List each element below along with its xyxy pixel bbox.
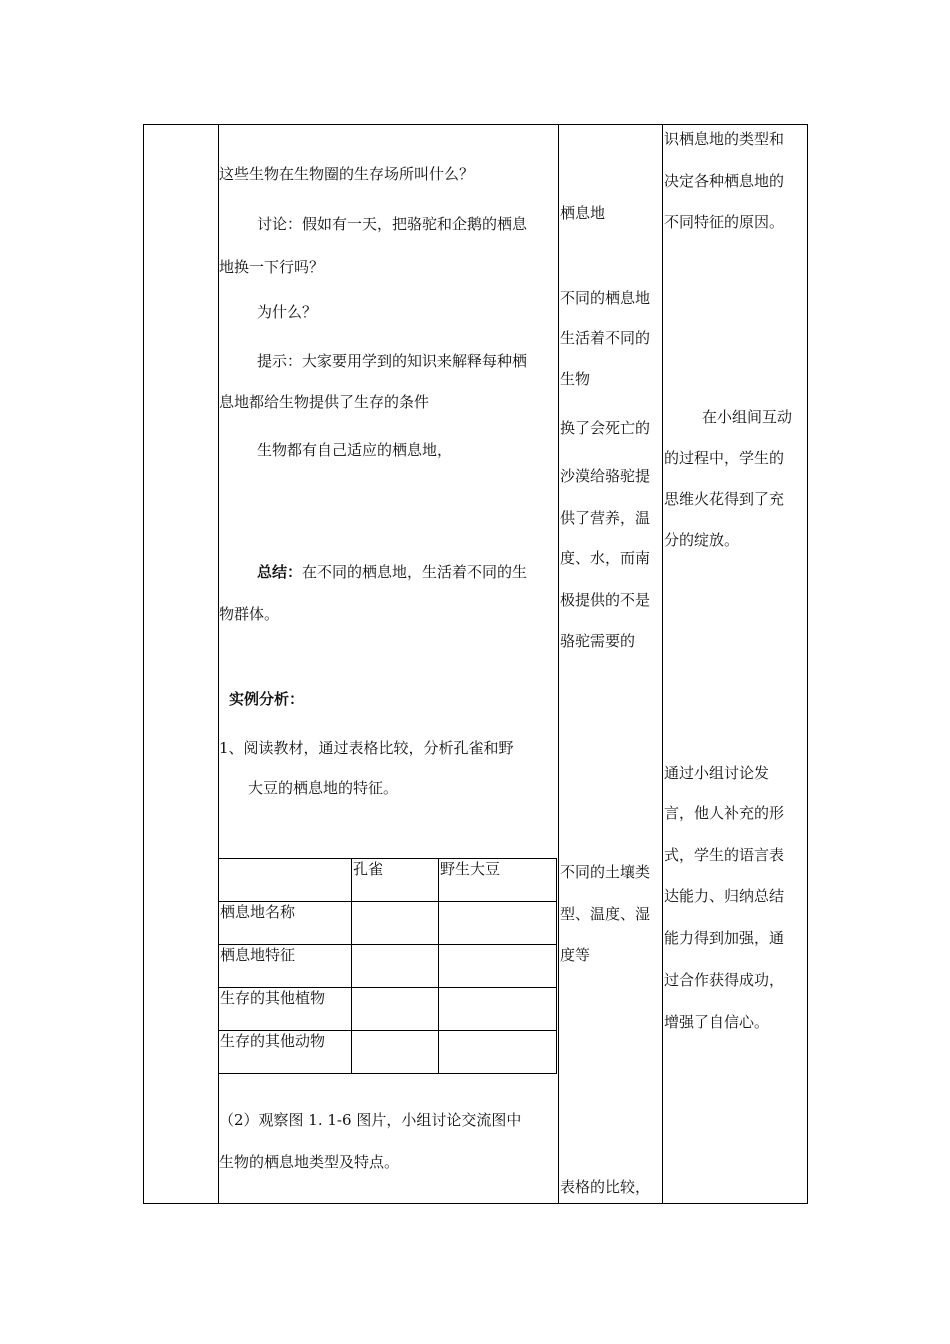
intent-text: 式，学生的语言表	[664, 846, 785, 864]
observation-task-text: 生物的栖息地类型及特点。	[219, 1153, 400, 1171]
answer-text: 换了会死亡的	[560, 419, 651, 437]
answer-text: 表格的比较，	[560, 1178, 651, 1196]
answer-text: 沙漠给骆驼提	[560, 467, 651, 485]
table-cell	[439, 1031, 557, 1074]
summary-text: 物群体。	[219, 605, 280, 623]
table-row	[219, 988, 557, 1031]
column-divider	[662, 124, 663, 1204]
answer-text: 度等	[560, 946, 591, 964]
table-row	[219, 902, 557, 945]
intent-text: 的过程中，学生的	[664, 449, 785, 467]
table-cell	[352, 1031, 439, 1074]
summary-text	[257, 562, 527, 582]
intent-text: 过合作获得成功，	[664, 971, 785, 989]
table-row	[219, 1031, 557, 1074]
intent-text: 不同特征的原因。	[664, 213, 785, 231]
intent-text: 在小组间互动	[702, 408, 793, 426]
answer-text: 极提供的不是	[560, 591, 651, 609]
intent-text: 通过小组讨论发	[664, 764, 770, 782]
summary-body: 在不同的栖息地，生活着不同的生	[302, 563, 528, 581]
discussion-text: 地换一下行吗？	[219, 258, 325, 276]
hint-text: 提示：大家要用学到的知识来解释每种栖	[257, 352, 528, 370]
intent-text: 思维火花得到了充	[664, 490, 785, 508]
observation-task-text: （2）观察图 1. 1-6 图片，小组讨论交流图中	[219, 1111, 522, 1129]
table-cell	[439, 945, 557, 988]
table-cell	[352, 945, 439, 988]
table-header-cell	[219, 859, 352, 902]
table-cell	[439, 902, 557, 945]
intent-text: 增强了自信心。	[664, 1013, 770, 1031]
hint-text: 息地都给生物提供了生存的条件	[219, 393, 430, 411]
intent-text: 决定各种栖息地的	[664, 172, 785, 190]
table-cell	[439, 988, 557, 1031]
answer-text: 不同的土壤类	[560, 863, 651, 881]
column-divider	[558, 124, 559, 1204]
answer-text: 栖息地	[560, 204, 606, 222]
table-cell: 栖息地特征	[219, 945, 352, 988]
answer-text: 生物	[560, 370, 591, 388]
answer-text: 生活着不同的	[560, 329, 651, 347]
habitat-comparison-table	[218, 858, 557, 1074]
intent-text: 分的绽放。	[664, 531, 740, 549]
table-cell: 生存的其他植物	[219, 988, 352, 1031]
summary-label: 总结：	[257, 563, 303, 581]
table-cell	[352, 902, 439, 945]
task-text: 1、阅读教材，通过表格比较，分析孔雀和野	[219, 739, 514, 757]
intent-text: 达能力、归纳总结	[664, 887, 785, 905]
intent-text: 识栖息地的类型和	[664, 130, 785, 148]
intent-text: 言，他人补充的形	[664, 804, 785, 822]
discussion-text: 讨论：假如有一天，把骆驼和企鹅的栖息	[257, 215, 528, 233]
adaptation-text: 生物都有自己适应的栖息地，	[257, 441, 453, 459]
table-header-row	[219, 859, 557, 902]
table-cell	[352, 988, 439, 1031]
answer-text: 型、温度、湿	[560, 905, 651, 923]
task-text: 大豆的栖息地的特征。	[248, 779, 399, 797]
table-header-cell: 孔雀	[352, 859, 439, 902]
table-cell: 生存的其他动物	[219, 1031, 352, 1074]
table-row	[219, 945, 557, 988]
answer-text: 不同的栖息地	[560, 289, 651, 307]
table-header-cell: 野生大豆	[439, 859, 557, 902]
question-text: 这些生物在生物圈的生存场所叫什么？	[219, 165, 475, 183]
answer-text: 供了营养，温	[560, 509, 651, 527]
answer-text: 度、水，而南	[560, 549, 651, 567]
intent-text: 能力得到加强，通	[664, 929, 785, 947]
table-cell: 栖息地名称	[219, 902, 352, 945]
answer-text: 骆驼需要的	[560, 632, 636, 650]
case-analysis-heading: 实例分析：	[229, 690, 305, 708]
why-text: 为什么？	[257, 303, 318, 321]
